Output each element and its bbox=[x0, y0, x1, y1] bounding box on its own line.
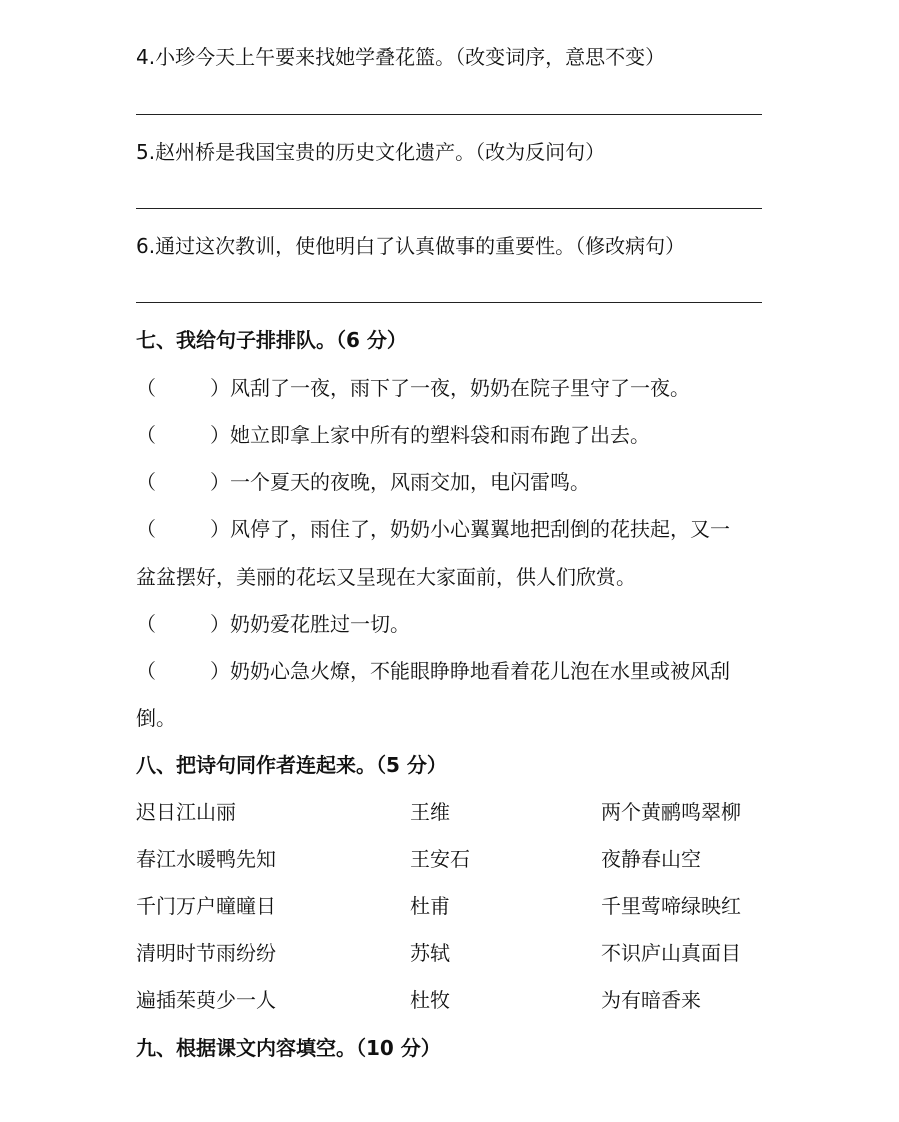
order-item-6 bbox=[136, 659, 730, 683]
poem-line-left[interactable]: 春江水暖鸭先知 bbox=[136, 847, 276, 871]
order-item-1 bbox=[136, 376, 690, 400]
open-bracket: （ bbox=[136, 517, 156, 541]
order-item-text: 奶奶心急火燎，不能眼睁睁地看着花儿泡在水里或被风刮 bbox=[230, 659, 730, 683]
poem-line-right[interactable]: 为有暗香来 bbox=[601, 988, 701, 1012]
open-bracket: （ bbox=[136, 470, 156, 494]
order-item-text: 风刮了一夜，雨下了一夜，奶奶在院子里守了一夜。 bbox=[230, 376, 690, 400]
open-bracket: （ bbox=[136, 659, 156, 683]
poem-line-right[interactable]: 夜静春山空 bbox=[601, 847, 701, 871]
answer-line-5[interactable] bbox=[136, 208, 762, 209]
close-bracket: ） bbox=[210, 659, 230, 683]
question-6: 6.通过这次教训，使他明白了认真做事的重要性。（修改病句） bbox=[136, 234, 686, 258]
order-item-2 bbox=[136, 423, 650, 447]
order-item-4 bbox=[136, 517, 730, 541]
open-bracket: （ bbox=[136, 423, 156, 447]
order-item-text: 风停了，雨住了，奶奶小心翼翼地把刮倒的花扶起，又一 bbox=[230, 517, 730, 541]
section-7-heading: 七、我给句子排排队。（6 分） bbox=[136, 328, 407, 352]
open-bracket: （ bbox=[136, 376, 156, 400]
order-item-text: 一个夏天的夜晚，风雨交加，电闪雷鸣。 bbox=[230, 470, 590, 494]
answer-line-6[interactable] bbox=[136, 302, 762, 303]
poem-line-left[interactable]: 迟日江山丽 bbox=[136, 800, 236, 824]
poet-name[interactable]: 苏轼 bbox=[410, 941, 450, 965]
poet-name[interactable]: 王安石 bbox=[410, 847, 470, 871]
open-bracket: （ bbox=[136, 612, 156, 636]
order-item-4-continuation: 盆盆摆好，美丽的花坛又呈现在大家面前，供人们欣赏。 bbox=[136, 565, 636, 589]
answer-line-4[interactable] bbox=[136, 114, 762, 115]
poem-line-right[interactable]: 千里莺啼绿映红 bbox=[601, 894, 741, 918]
order-item-3 bbox=[136, 470, 590, 494]
question-4: 4.小珍今天上午要来找她学叠花篮。（改变词序，意思不变） bbox=[136, 45, 666, 69]
order-item-text: 奶奶爱花胜过一切。 bbox=[230, 612, 410, 636]
close-bracket: ） bbox=[210, 517, 230, 541]
close-bracket: ） bbox=[210, 470, 230, 494]
poet-name[interactable]: 王维 bbox=[410, 800, 450, 824]
poem-line-left[interactable]: 千门万户曈曈日 bbox=[136, 894, 276, 918]
close-bracket: ） bbox=[210, 423, 230, 447]
question-5: 5.赵州桥是我国宝贵的历史文化遗产。（改为反问句） bbox=[136, 140, 606, 164]
section-9-heading: 九、根据课文内容填空。（10 分） bbox=[136, 1036, 441, 1060]
poem-line-left[interactable]: 清明时节雨纷纷 bbox=[136, 941, 276, 965]
close-bracket: ） bbox=[210, 376, 230, 400]
poet-name[interactable]: 杜牧 bbox=[410, 988, 450, 1012]
order-item-text: 她立即拿上家中所有的塑料袋和雨布跑了出去。 bbox=[230, 423, 650, 447]
poet-name[interactable]: 杜甫 bbox=[410, 894, 450, 918]
poem-line-left[interactable]: 遍插茱萸少一人 bbox=[136, 988, 276, 1012]
order-item-5 bbox=[136, 612, 410, 636]
order-item-6-continuation: 倒。 bbox=[136, 706, 176, 730]
close-bracket: ） bbox=[210, 612, 230, 636]
poem-line-right[interactable]: 不识庐山真面目 bbox=[601, 941, 741, 965]
poem-line-right[interactable]: 两个黄鹂鸣翠柳 bbox=[601, 800, 741, 824]
section-8-heading: 八、把诗句同作者连起来。（5 分） bbox=[136, 753, 447, 777]
